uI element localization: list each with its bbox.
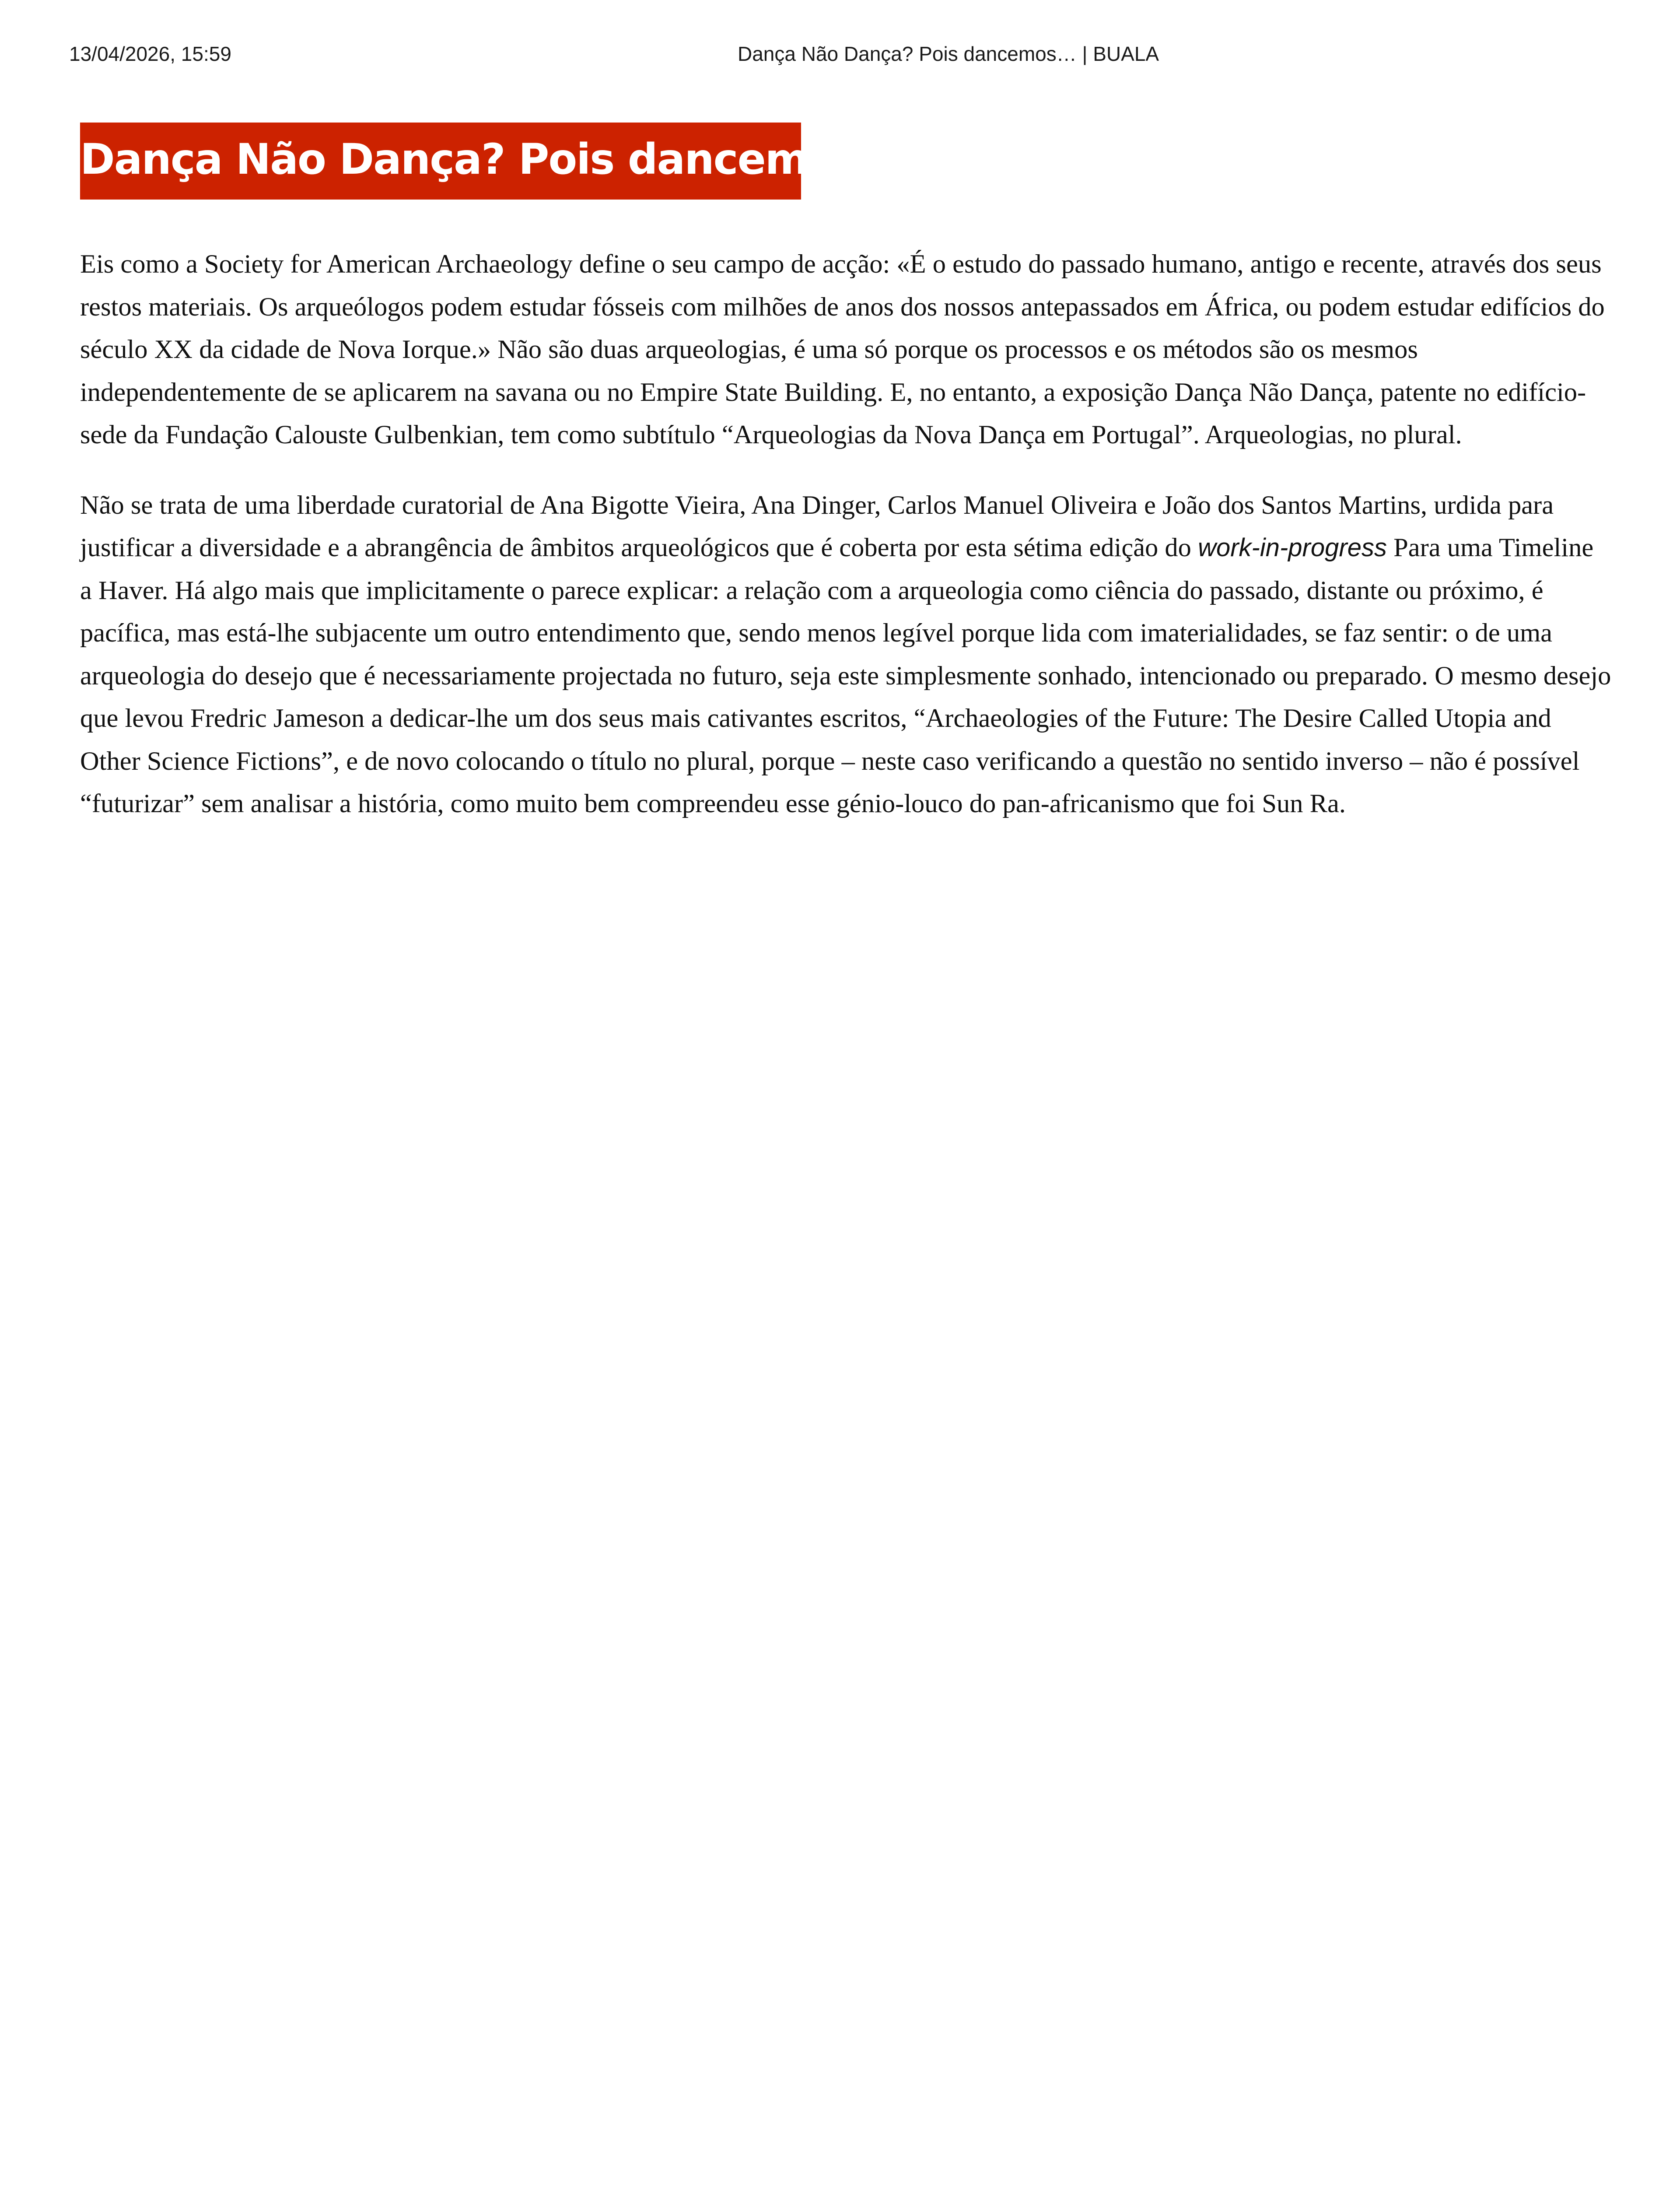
- paragraph-1: Eis como a Society for American Archaeology define o seu campo de acção: «É o estudo do passado humano, antigo e recente, através dos seus restos materiais. Os arqueólogos podem estudar fósseis com milhões de anos dos nossos antepassados em África, ou podem estudar edifícios do século XX da cidade de Nova Iorque.» Não são duas arqueologias, é uma só porque os processos e os métodos são os mesmos independentemente de se aplicarem na savana ou no Empire State Building. E, no entanto, a exposição Dança Não Dança, patente no edifício-sede da Fundação Calouste Gulbenkian, tem como subtítulo “Arqueologias da Nova Dança em Portugal”. Arqueologias, no plural.: [80, 249, 1605, 449]
- print-page-title: Dança Não Dança? Pois dancemos… | BUALA: [738, 42, 1159, 65]
- print-header: [69, 42, 1611, 73]
- article-title: [80, 123, 901, 200]
- article-title-text: Dança Não Dança? Pois dancemos…: [80, 135, 901, 184]
- emphasis-work-in-progress: work-in-progress: [1198, 533, 1387, 562]
- paragraph-2-start: Não se trata de uma liberdade curatorial de Ana Bigotte Vieira, Ana Dinger, Carlos Manuel Oliveira e João dos Santos Martins, urdida para justificar a diversidade e a abrangência de âmbitos arqueológicos que é coberta por esta sétima edição do: [80, 490, 1554, 562]
- paragraph-2-end: Para uma Timeline a Haver. Há algo mais que implicitamente o parece explicar: a relação com a arqueologia como ciência do passado, distante ou próximo, é pacífica, mas está-lhe subjacente um outro entendimento que, sendo menos legível porque lida com imaterialidades, se faz sentir: o de uma arqueologia do desejo que é necessariamente projectada no futuro, seja este simplesmente sonhado, intencionado ou preparado. O mesmo desejo que levou Fredric Jameson a dedicar-lhe um dos seus mais cativantes escritos, “Archaeologies of the Future: The Desire Called Utopia and Other Science Fictions”, e de novo colocando o título no plural, porque – neste caso verificando a questão no sentido inverso – não é possível “futurizar” sem analisar a história, como muito bem compreendeu esse génio-louco do pan-africanismo que foi Sun Ra.: [80, 533, 1611, 818]
- print-datetime: 13/04/2026, 15:59: [69, 42, 231, 65]
- paragraph-2: [80, 484, 1611, 825]
- article-body: [80, 243, 1611, 825]
